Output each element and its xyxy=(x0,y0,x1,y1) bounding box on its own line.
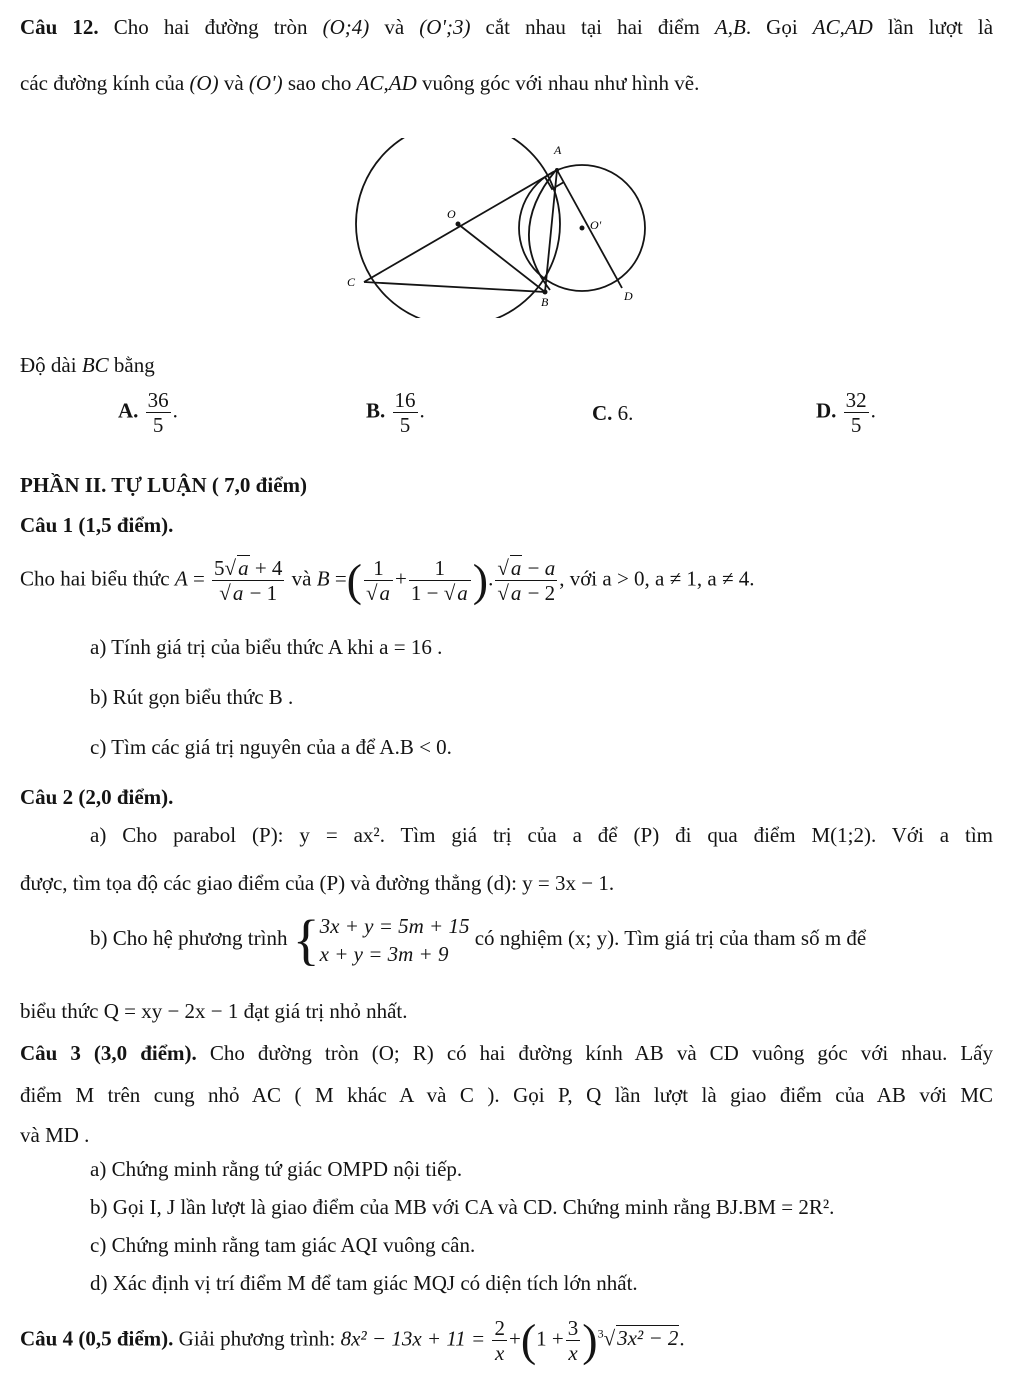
c4-intro: Giải phương trình: xyxy=(178,1326,336,1351)
option-label: A. xyxy=(118,398,139,423)
q12-text: bằng xyxy=(113,353,155,377)
c3-c: c) Chứng minh rằng tam giác AQI vuông cân. xyxy=(90,1233,476,1257)
c4: Câu 4 (0,5 điểm). Giải phương trình: 8x² − 13x + 11 = $\frac{2}{x}$ +(1 + $\frac{3}{x}$ )$^3$√3x² − 2. xyxy=(20,1314,685,1366)
c2-b-line2: biểu thức Q = xy − 2x − 1 đạt giá trị nhỏ nhất. xyxy=(20,999,408,1023)
option-fraction: $\frac{32}{5}$ xyxy=(845,388,867,438)
expr-b-frac3: $\frac{√a - a}{√a - 2}$ xyxy=(497,556,556,606)
q12-acad: AC,AD xyxy=(812,15,873,39)
option-fraction: $\frac{16}{5}$ xyxy=(394,388,416,438)
c1-label: Câu 1 (1,5 điểm). xyxy=(20,513,174,537)
q12-text: vuông góc với nhau như hình vẽ. xyxy=(421,71,700,95)
c2-b-intro: b) Cho hệ phương trình xyxy=(90,926,288,951)
c3-line3: và MD . xyxy=(20,1123,90,1147)
c4-label: Câu 4 (0,5 điểm). xyxy=(20,1326,174,1351)
c3-b: b) Gọi I, J lần lượt là giao điểm của MB với CA và CD. Chứng minh rằng BJ.BM = 2R². xyxy=(90,1195,835,1219)
option-label: C. xyxy=(592,401,613,425)
option-a[interactable]: A. $\frac{36}{5}$ . xyxy=(118,388,178,438)
q12-o: (O) xyxy=(189,71,219,95)
c2-b: b) Cho hệ phương trình { 3x + y = 5m + 15 x + y = 3m + 9 có nghiệm (x; y). Tìm giá trị của tham số m để xyxy=(90,909,867,972)
label-d: D xyxy=(624,289,633,303)
c4-frac1: $\frac{2}{x}$ xyxy=(494,1316,505,1366)
q12-points: A,B xyxy=(714,15,746,39)
c2-a-line1: a) Cho parabol (P): y = ax². Tìm giá trị của a để (P) đi qua điểm M(1;2). Với a tìm xyxy=(90,823,993,847)
q12-label: Câu 12. xyxy=(20,15,99,39)
label-c: C xyxy=(347,275,356,289)
c2-a-line2: được, tìm tọa độ các giao điểm của (P) và đường thẳng (d): y = 3x − 1. xyxy=(20,871,615,895)
q12-circle-o2: (O';3) xyxy=(419,15,471,39)
option-d[interactable]: D. $\frac{32}{5}$ . xyxy=(816,388,876,438)
q12-line1 xyxy=(20,14,993,40)
c1-and: và xyxy=(291,566,312,591)
label-o2: O' xyxy=(590,218,602,232)
c1-conditions: , với a > 0, a ≠ 1, a ≠ 4. xyxy=(559,566,755,591)
option-fraction: $\frac{36}{5}$ xyxy=(147,388,169,438)
q12-o2: (O') xyxy=(248,71,283,95)
q12-text: sao cho xyxy=(287,71,352,95)
option-label: B. xyxy=(366,398,386,423)
q12-and: và xyxy=(384,15,405,39)
label-b: B xyxy=(541,295,549,309)
c3-line2: điểm M trên cung nhỏ AC ( M khác A và C ). Gọi P, Q lần lượt là giao điểm của AB với MC xyxy=(20,1083,993,1107)
c1-expressions: Cho hai biểu thức A = $\frac{5√a + 4}{√a - 1}$ và B =( $\frac{1}{√a}$ + $\frac{1}{1 - √a}$ ). $\frac{√a - a}{√a - 2}$ , với a > 0, a ≠ 1, a ≠ 4. xyxy=(20,554,755,606)
geometry-figure xyxy=(340,138,650,318)
q12-text: các đường kính của xyxy=(20,71,185,95)
c1-b: b) Rút gọn biểu thức B . xyxy=(90,685,294,709)
c1-a: a) Tính giá trị của biểu thức A khi a = 16 . xyxy=(90,635,443,659)
label-a: A xyxy=(554,143,562,157)
q12-text: cắt nhau tại hai điểm xyxy=(485,15,700,39)
c2-b-tail: có nghiệm (x; y). Tìm giá trị của tham số m để xyxy=(474,926,867,951)
equation-system: 3x + y = 5m + 15 x + y = 3m + 9 xyxy=(319,914,470,967)
label-o: O xyxy=(447,207,456,221)
q12-acad: AC,AD xyxy=(356,71,417,95)
expr-b-frac1: $\frac{1}{√a}$ xyxy=(364,556,393,605)
q12-text: lần lượt là xyxy=(887,15,994,39)
q12-text: Độ dài xyxy=(20,353,77,377)
q12-text: Cho hai đường tròn xyxy=(113,15,308,39)
option-label: D. xyxy=(816,398,837,423)
c3-label: Câu 3 (3,0 điểm). xyxy=(20,1041,197,1065)
c4-frac2: $\frac{3}{x}$ xyxy=(567,1316,579,1366)
q12-circle-o: (O;4) xyxy=(322,15,370,39)
c3-a: a) Chứng minh rằng tứ giác OMPD nội tiếp. xyxy=(90,1157,463,1181)
c1-intro: Cho hai biểu thức xyxy=(20,566,170,591)
q12-line2 xyxy=(20,70,993,96)
q12-text: . Gọi xyxy=(745,15,798,39)
c1-c: c) Tìm các giá trị nguyên của a để A.B < 0. xyxy=(90,735,452,759)
expr-a-fraction: $\frac{5√a + 4}{√a - 1}$ xyxy=(214,556,283,606)
c4-lhs: 8x² − 13x + 11 = xyxy=(340,1326,486,1351)
option-c[interactable] xyxy=(592,400,633,426)
c3-line1: Câu 3 (3,0 điểm). Cho đường tròn (O; R) có hai đường kính AB và CD vuông góc với nhau. Lấy xyxy=(20,1041,994,1065)
q12-bc: BC xyxy=(81,353,109,377)
c3-d: d) Xác định vị trí điểm M để tam giác MQJ có diện tích lớn nhất. xyxy=(90,1271,638,1295)
c2-label: Câu 2 (2,0 điểm). xyxy=(20,785,174,809)
c4-radicand: 3x² − 2 xyxy=(617,1326,679,1351)
option-b[interactable]: B. $\frac{16}{5}$ . xyxy=(366,388,425,438)
q12-prompt xyxy=(20,352,993,378)
part2-heading: PHẦN II. TỰ LUẬN ( 7,0 điểm) xyxy=(20,473,307,497)
segment-cb xyxy=(364,282,545,292)
q12-and: và xyxy=(223,71,244,95)
expr-b-frac2: $\frac{1}{1 - √a}$ xyxy=(409,556,471,605)
option-value: 6. xyxy=(617,401,634,425)
